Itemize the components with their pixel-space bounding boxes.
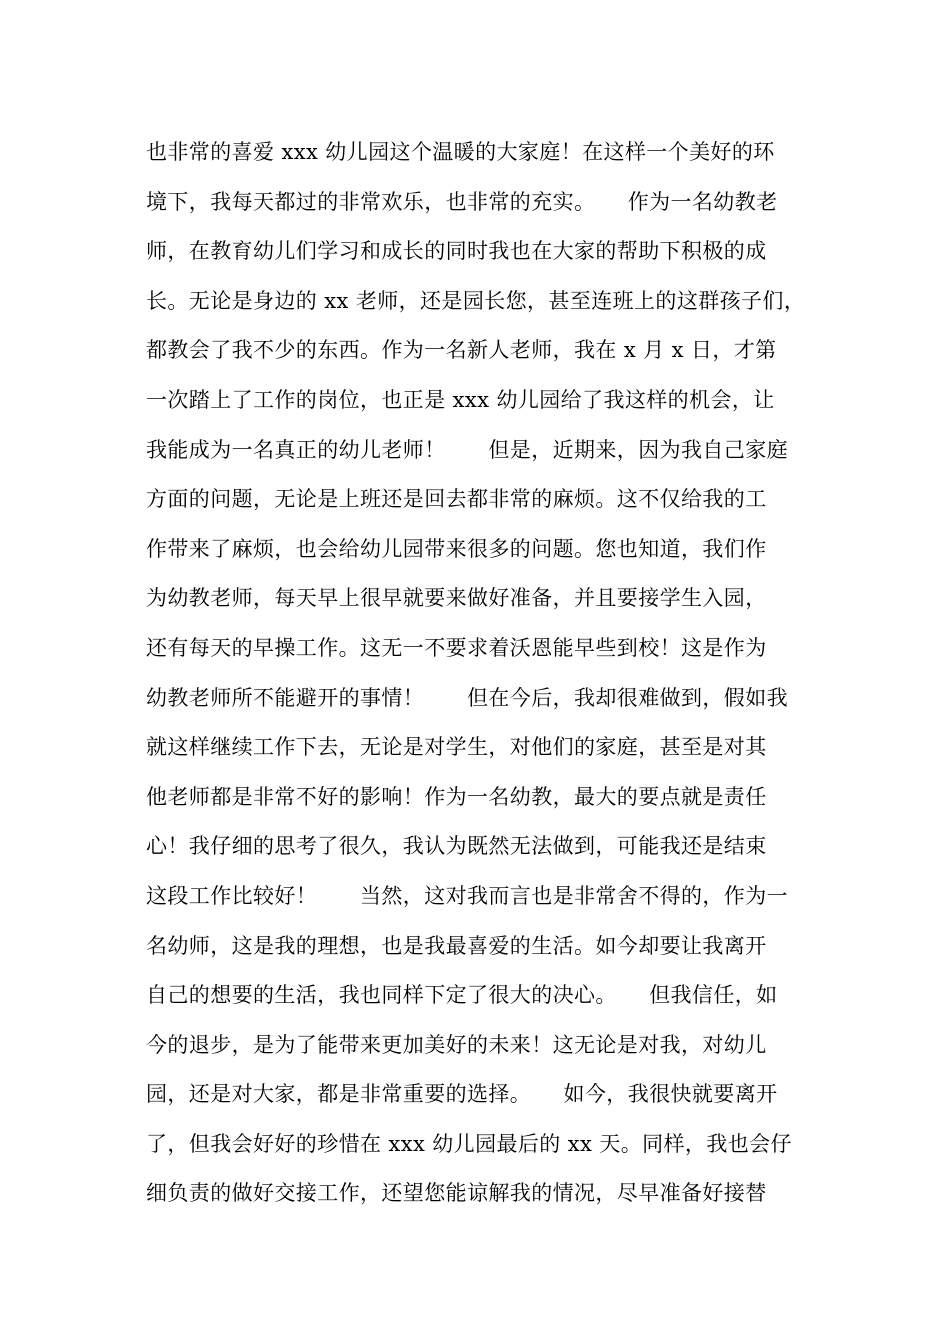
text-line: 这段工作比较好！ 当然，这对我而言也是非常舍不得的，作为一 — [146, 883, 788, 908]
text-line: 名幼师，这是我的理想，也是我最喜爱的生活。如今却要让我离开 — [146, 933, 767, 958]
text-line: 我能成为一名真正的幼儿老师！ 但是，近期来，因为我自己家庭 — [146, 437, 788, 462]
text-line: 方面的问题，无论是上班还是回去都非常的麻烦。这不仅给我的工 — [146, 487, 767, 512]
text-line: 就这样继续工作下去，无论是对学生，对他们的家庭，甚至是对其 — [146, 735, 767, 760]
text-line: 了，但我会好好的珍惜在 xxx 幼儿园最后的 xx 天。同样，我也会仔 — [146, 1131, 792, 1156]
text-line: 都教会了我不少的东西。作为一名新人老师，我在 x 月 x 日，才第 — [146, 338, 777, 363]
text-line: 为幼教老师，每天早上很早就要来做好准备，并且要接学生入园， — [146, 586, 767, 611]
text-line: 幼教老师所不能避开的事情！ 但在今后，我却很难做到，假如我 — [146, 685, 788, 710]
text-line: 心！我仔细的思考了很久，我认为既然无法做到，可能我还是结束 — [146, 834, 767, 859]
text-line: 师，在教育幼儿们学习和成长的同时我也在大家的帮助下积极的成 — [146, 239, 767, 264]
text-line: 自己的想要的生活，我也同样下定了很大的决心。 但我信任，如 — [146, 983, 778, 1008]
text-line: 长。无论是身边的 xx 老师，还是园长您，甚至连班上的这群孩子们， — [146, 288, 806, 313]
text-line: 还有每天的早操工作。这无一不要求着沃恩能早些到校！这是作为 — [146, 635, 767, 660]
text-line: 细负责的做好交接工作，还望您能谅解我的情况，尽早准备好接替 — [146, 1181, 767, 1206]
text-line: 境下，我每天都过的非常欢乐，也非常的充实。 作为一名幼教老 — [146, 189, 778, 214]
text-line: 一次踏上了工作的岗位，也正是 xxx 幼儿园给了我这样的机会，让 — [146, 387, 775, 412]
text-line: 也非常的喜爱 xxx 幼儿园这个温暖的大家庭！在这样一个美好的环 — [146, 140, 775, 164]
text-line: 今的退步，是为了能带来更加美好的未来！这无论是对我，对幼儿 — [146, 1032, 767, 1057]
text-line: 作带来了麻烦，也会给幼儿园带来很多的问题。您也知道，我们作 — [146, 536, 767, 561]
body-text — [146, 133, 846, 1224]
text-line: 他老师都是非常不好的影响！作为一名幼教，最大的要点就是责任 — [146, 784, 767, 809]
text-line: 园，还是对大家，都是非常重要的选择。 如今，我很快就要离开 — [146, 1082, 778, 1107]
